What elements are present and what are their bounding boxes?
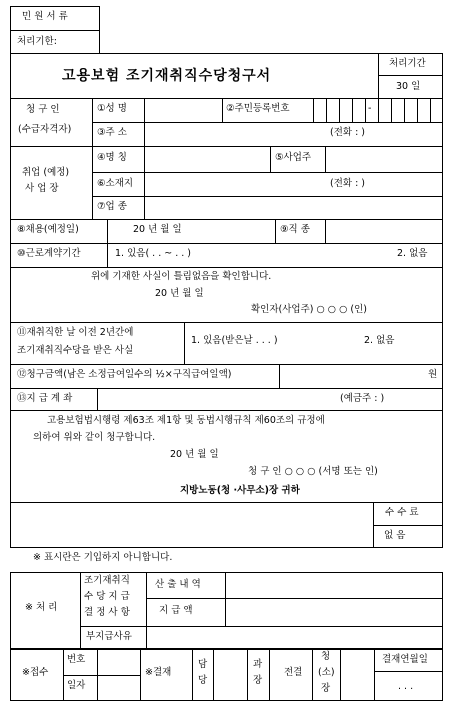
staff-label: 담 xyxy=(198,659,208,670)
decision-label-3: 결 정 사 항 xyxy=(84,607,130,618)
head-label-3: 장 xyxy=(321,683,331,694)
declaration-recipient: 지방노동(청 ·사무소)장 귀하 xyxy=(180,485,300,496)
claimant-phone: (전화 : ) xyxy=(330,127,366,138)
contract-label: ⑩근로계약기간 xyxy=(17,248,81,259)
hire-date-value[interactable]: 20 년 월 일 xyxy=(133,224,182,235)
processing-period-value: 30 일 xyxy=(396,81,421,92)
delegated-label: 전결 xyxy=(284,667,303,678)
processing-label: ※ 처 리 xyxy=(25,602,58,613)
reject-label: 부지급사유 xyxy=(86,631,132,642)
prior-receipt-label: ⑪재취직한 날 이전 2년간에 xyxy=(17,327,134,338)
hire-date-label: ⑧채용(예정일) xyxy=(17,224,79,235)
decision-label: 조기재취직 xyxy=(84,575,130,586)
approval-date-value: . . . xyxy=(398,681,414,692)
chief-label-2: 장 xyxy=(253,675,263,686)
approval-date-label: 결재연월일 xyxy=(382,654,428,665)
head-label: 청 xyxy=(321,651,331,662)
processing-table xyxy=(10,572,443,649)
civil-doc-label: 민 원 서 류 xyxy=(22,11,68,22)
approval-label: ※결재 xyxy=(145,667,172,678)
depositor-label: (예금주 : ) xyxy=(340,393,385,404)
rrn-dash: - xyxy=(368,103,372,114)
declaration-line-1: 고용보험법시행령 제63조 제1항 및 동법시행규칙 제60조의 규정에 xyxy=(47,415,325,426)
fee-label: 수 수 료 xyxy=(385,507,419,518)
confirmation-date: 20 년 월 일 xyxy=(155,288,204,299)
note-text: ※ 표시란은 기입하지 아니합니다. xyxy=(33,552,173,563)
workplace-label: 취업 (예정) xyxy=(22,167,70,178)
decision-label-2: 수 당 지 급 xyxy=(84,591,130,602)
industry-label: ⑦업 종 xyxy=(97,201,127,212)
address-label: ③주 소 xyxy=(97,127,127,138)
workplace-name-label: ④명 칭 xyxy=(97,152,127,163)
declaration-date: 20 년 월 일 xyxy=(170,449,219,460)
contract-yes-option[interactable]: 1. 있음( . . ~ . . ) xyxy=(115,248,192,259)
claimant-label: 청 구 인 xyxy=(26,104,60,115)
workplace-phone: (전화 : ) xyxy=(330,178,366,189)
calc-label: 산 출 내 역 xyxy=(155,579,201,590)
claimant-sub-label: (수급자격자) xyxy=(18,124,72,135)
job-type-label: ⑨직 종 xyxy=(280,224,310,235)
name-label: ①성 명 xyxy=(97,103,127,114)
chief-label: 과 xyxy=(253,659,263,670)
fee-value: 없 음 xyxy=(384,530,406,541)
staff-label-2: 당 xyxy=(198,675,208,686)
receipt-date-label: 일자 xyxy=(67,680,86,691)
claim-amount-label: ⑫청구금액(남은 소정급여일수의 ½×구직급여일액) xyxy=(17,369,232,380)
contract-no-option[interactable]: 2. 없음 xyxy=(397,248,428,259)
receipt-label: ※접수 xyxy=(22,667,49,678)
deadline-label: 처리기한: xyxy=(17,36,57,47)
location-label: ⑥소재지 xyxy=(97,178,134,189)
form-title: 고용보험 조기재취직수당청구서 xyxy=(62,68,272,84)
form-main xyxy=(10,53,443,548)
head-label-2: (소) xyxy=(318,667,335,678)
account-label: ⑬지 급 계 좌 xyxy=(17,393,73,404)
prior-receipt-yes-option[interactable]: 1. 있음(받은날 . . . ) xyxy=(191,335,278,346)
confirmation-signer: 확인자(사업주) ○ ○ ○ (인) xyxy=(251,304,368,315)
prior-receipt-label-2: 조기재취직수당을 받은 사실 xyxy=(17,345,134,356)
declaration-line-2: 의하여 위와 같이 청구합니다. xyxy=(33,432,156,443)
prior-receipt-no-option[interactable]: 2. 없음 xyxy=(364,335,395,346)
claim-amount-unit: 원 xyxy=(428,369,438,380)
pay-label: 지 급 액 xyxy=(159,605,193,616)
rrn-label: ②주민등록번호 xyxy=(226,103,290,114)
owner-label: ⑤사업주 xyxy=(275,152,312,163)
workplace-sub-label: 사 업 장 xyxy=(25,183,59,194)
processing-period-label: 처리기간 xyxy=(389,58,426,69)
declaration-claimant: 청 구 인 ○ ○ ○ (서명 또는 인) xyxy=(248,466,378,477)
receipt-number-label: 번호 xyxy=(67,654,86,665)
confirmation-text: 위에 기재한 사실이 틀림없음을 확인합니다. xyxy=(91,271,272,282)
